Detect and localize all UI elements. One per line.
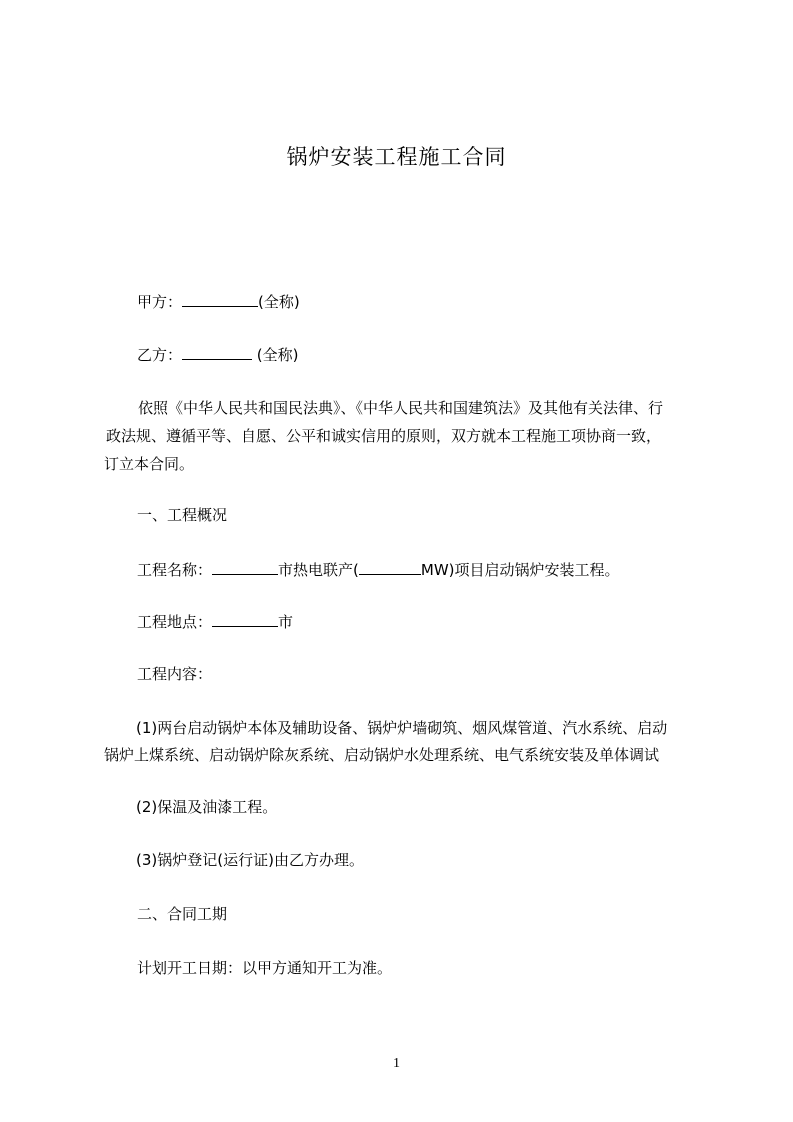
page-number: 1 <box>393 1056 400 1071</box>
party-b-label: 乙方： <box>137 346 183 364</box>
section-1-heading: 一、工程概况 <box>137 506 228 524</box>
project-site-end: 市 <box>278 613 294 631</box>
preamble-line-2: 政法规、遵循平等、自愿、公平和诚实信用的原则，双方就本工程施工项协商一致， <box>106 427 662 445</box>
project-name-line <box>137 560 620 580</box>
planned-start-date: 计划开工日期：以甲方通知开工为准。 <box>137 959 393 977</box>
party-b-blank <box>182 345 252 360</box>
content-item-1-line-2: 锅炉上煤系统、启动锅炉除灰系统、启动锅炉水处理系统、电气系统安装及单体调试 <box>104 746 660 764</box>
project-site-blank <box>212 612 278 627</box>
project-name-city-blank <box>212 560 278 575</box>
project-content-label: 工程内容： <box>137 665 213 683</box>
content-item-2: (2)保温及油漆工程。 <box>136 798 278 816</box>
document-title: 锅炉安装工程施工合同 <box>286 145 507 169</box>
preamble-line-1: 依照《中华人民共和国民法典》、《中华人民共和国建筑法》及其他有关法律、行 <box>138 399 664 417</box>
party-a-blank <box>182 292 258 307</box>
project-site-line <box>137 612 293 632</box>
party-b-suffix: (全称) <box>252 346 299 364</box>
content-item-1-line-1: (1)两台启动锅炉本体及辅助设备、锅炉炉墙砌筑、烟风煤管道、汽水系统、启动 <box>136 719 668 737</box>
project-name-label: 工程名称： <box>137 561 213 579</box>
party-a-line <box>137 292 300 312</box>
project-name-end: MW)项目启动锅炉安装工程。 <box>420 561 620 579</box>
party-a-label: 甲方： <box>137 293 183 311</box>
party-b-line <box>137 345 299 365</box>
project-name-mw-blank <box>359 560 421 575</box>
content-item-3: (3)锅炉登记(运行证)由乙方办理。 <box>136 851 364 869</box>
party-a-suffix: (全称) <box>258 293 300 311</box>
project-site-label: 工程地点： <box>137 613 213 631</box>
project-name-mid: 市热电联产( <box>278 561 359 579</box>
preamble-line-3: 订立本合同。 <box>104 455 195 473</box>
section-2-heading: 二、合同工期 <box>137 905 228 923</box>
